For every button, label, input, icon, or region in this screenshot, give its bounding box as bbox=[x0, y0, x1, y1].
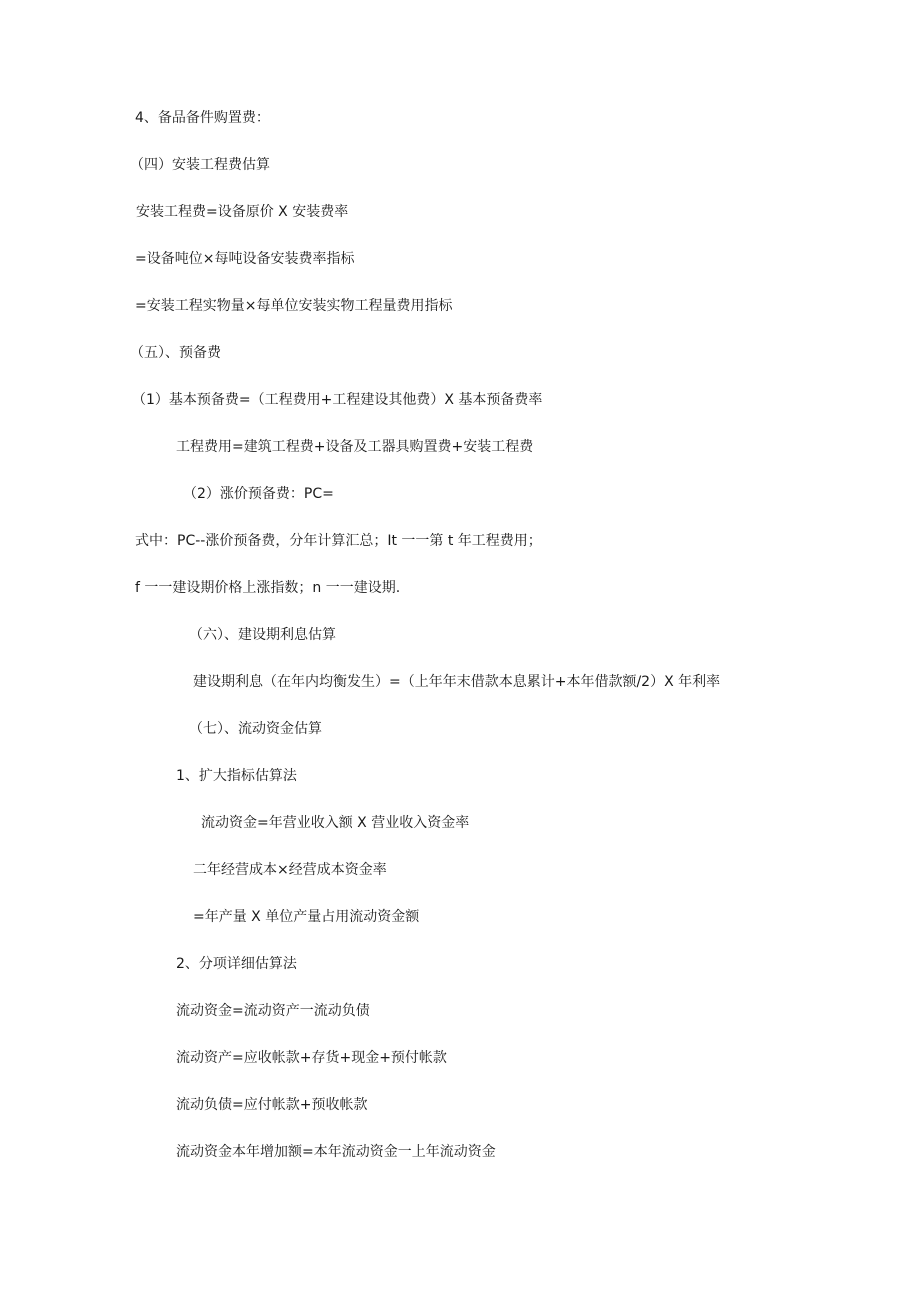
formula-working-capital-2: 二年经营成本×经营成本资金率 bbox=[193, 862, 387, 878]
formula-working-capital-3: =年产量 X 单位产量占用流动资金额 bbox=[193, 909, 420, 925]
section-5-heading: （五）、预备费 bbox=[130, 345, 221, 361]
formula-price-reserve: （2）涨价预备费：PC= bbox=[183, 486, 334, 502]
formula-definitions-2: f 一一建设期价格上涨指数；n 一一建设期. bbox=[135, 580, 401, 596]
formula-basic-reserve: （1）基本预备费=（工程费用+工程建设其他费）X 基本预备费率 bbox=[132, 392, 543, 408]
section-4-heading: （四）安装工程费估算 bbox=[130, 157, 270, 173]
section-6-heading: （六）、建设期利息估算 bbox=[189, 627, 336, 643]
formula-current-liabilities: 流动负债=应付帐款+预收帐款 bbox=[176, 1097, 368, 1113]
formula-working-capital-1: 流动资金=年营业收入额 X 营业收入资金率 bbox=[201, 815, 470, 831]
formula-install-fee: 安装工程费=设备原价 X 安装费率 bbox=[136, 204, 349, 220]
formula-install-fee-alt-1: =设备吨位×每吨设备安装费率指标 bbox=[135, 251, 355, 267]
formula-engineering-cost: 工程费用=建筑工程费+设备及工器具购置费+安装工程费 bbox=[176, 439, 534, 455]
method-2-heading: 2、分项详细估算法 bbox=[176, 956, 297, 972]
formula-working-capital-detail: 流动资金=流动资产一流动负债 bbox=[176, 1003, 370, 1019]
formula-current-assets: 流动资产=应收帐款+存货+现金+预付帐款 bbox=[176, 1050, 447, 1066]
item-4-spare-parts: 4、备品备件购置费： bbox=[135, 110, 270, 126]
formula-construction-interest: 建设期利息（在年内均衡发生）=（上年年末借款本息累计+本年借款额/2）X 年利率 bbox=[193, 674, 721, 690]
method-1-heading: 1、扩大指标估算法 bbox=[176, 768, 297, 784]
formula-definitions-1: 式中：PC--涨价预备费，分年计算汇总；It 一一第 t 年工程费用； bbox=[135, 533, 542, 549]
formula-install-fee-alt-2: =安装工程实物量×每单位安装实物工程量费用指标 bbox=[135, 298, 453, 314]
section-7-heading: （七）、流动资金估算 bbox=[189, 721, 322, 737]
formula-working-capital-increase: 流动资金本年增加额=本年流动资金一上年流动资金 bbox=[176, 1144, 496, 1160]
